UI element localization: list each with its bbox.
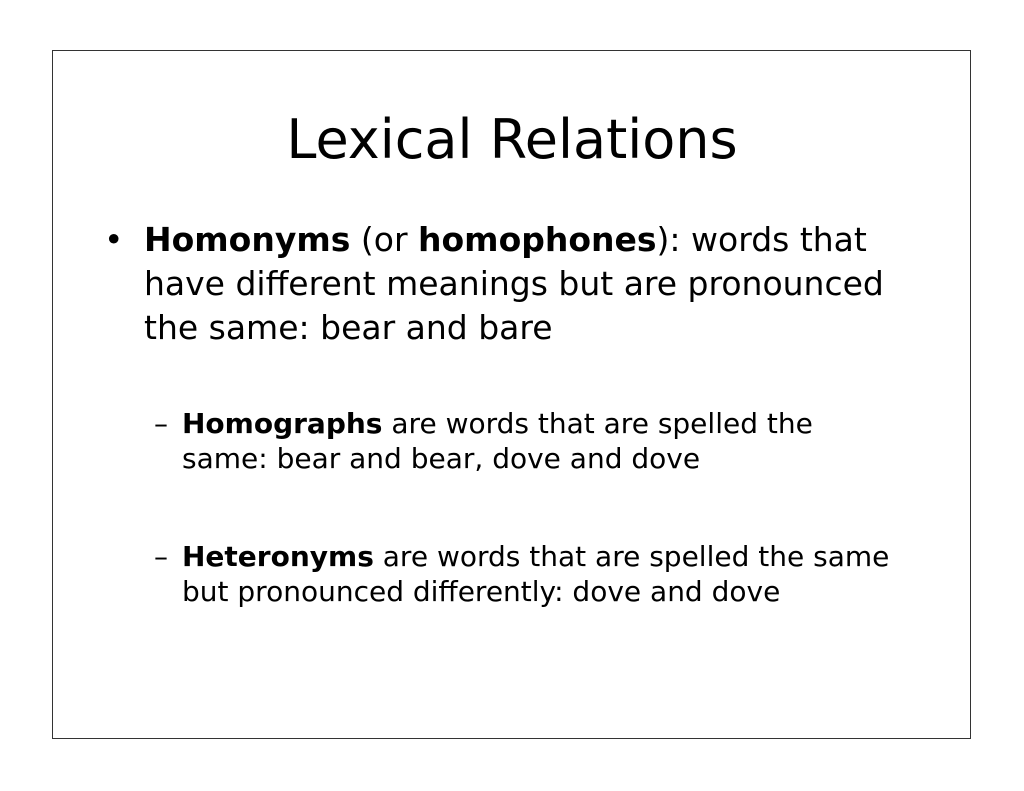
sub-bullet-definition: are words that are spelled the same: bear and bear, dove and dove bbox=[182, 407, 813, 475]
sub-bullet-term: Homographs bbox=[182, 407, 383, 440]
slide-title: Lexical Relations bbox=[286, 108, 738, 171]
bullet-homonyms bbox=[104, 218, 904, 350]
bullet-paren-open: (or bbox=[350, 220, 419, 259]
bullet-alt-term: homophones bbox=[418, 220, 657, 259]
sub-bullet-marker: – bbox=[154, 540, 168, 573]
sub-bullet-term: Heteronyms bbox=[182, 540, 374, 573]
sub-bullet-heteronyms bbox=[154, 539, 894, 609]
bullet-definition: ): words that have different meanings but are pronounced the same: bear and bare bbox=[144, 220, 884, 347]
sub-bullet-marker: – bbox=[154, 407, 168, 440]
sub-bullet-text bbox=[182, 406, 892, 476]
bullet-marker: • bbox=[104, 220, 124, 259]
bullet-term: Homonyms bbox=[144, 220, 351, 259]
bullet-text bbox=[144, 218, 884, 350]
sub-bullet-definition: are words that are spelled the same but pronounced differently: dove and dove bbox=[182, 540, 890, 608]
sub-bullet-homographs bbox=[154, 406, 894, 476]
sub-bullet-text bbox=[182, 539, 892, 609]
